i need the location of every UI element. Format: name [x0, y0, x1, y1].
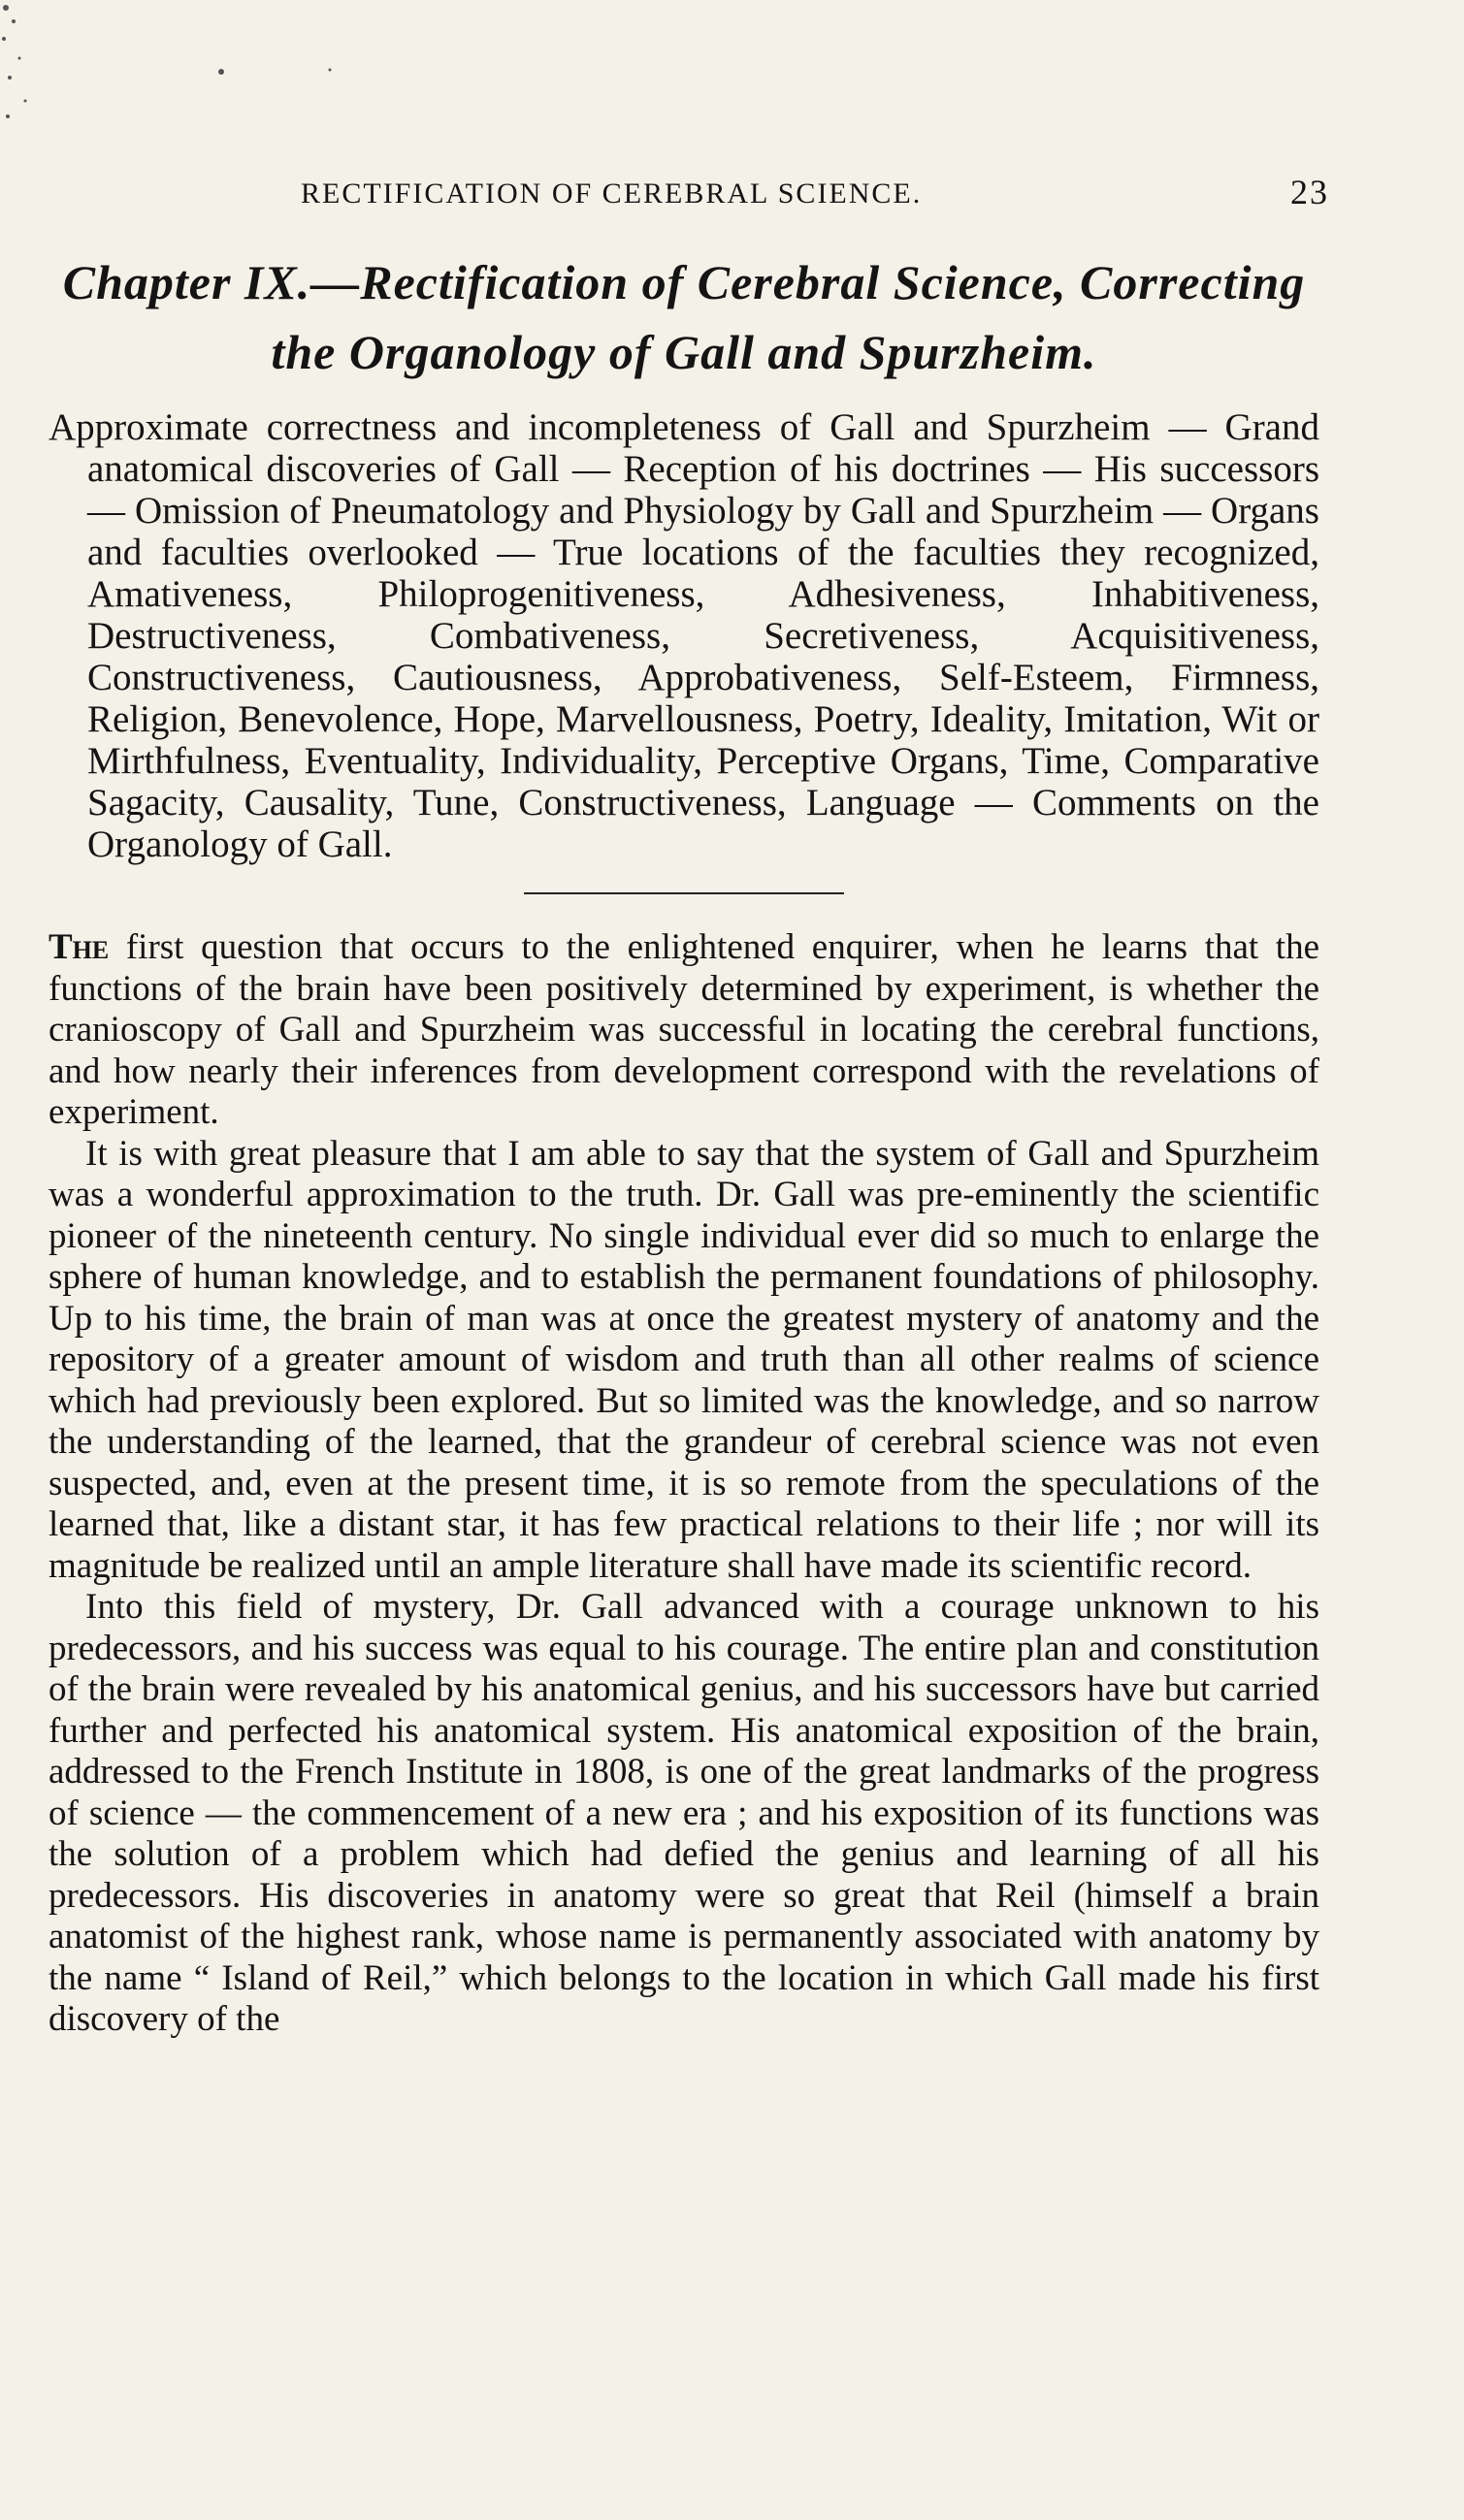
chapter-title: Chapter IX.—Rectification of Cerebral Science, Correcting the Organology of Gall and Spurzheim.	[62, 255, 1306, 379]
paragraph-1-lead-word: The	[49, 927, 110, 967]
book-page	[49, 160, 1329, 2041]
section-divider	[524, 892, 844, 894]
running-head-title: RECTIFICATION OF CEREBRAL SCIENCE.	[301, 178, 923, 210]
running-head	[49, 160, 1329, 218]
paragraph-1	[49, 927, 1319, 1134]
page-number: 23	[1290, 173, 1329, 211]
paragraph-1-text: first question that occurs to the enlightened enquirer, when he learns that the functions of the brain have been positively determined by experiment, is whether the cranioscopy of Gall and Spurzheim was successful in locating the cerebral functions, and how nearly their inferences from development correspond with the revelations of experiment.	[49, 927, 1319, 1132]
paragraph-2: It is with great pleasure that I am able to say that the system of Gall and Spurzheim was a wonderful approximation to the truth. Dr. Gall was pre-eminently the scientific pioneer of the nineteenth century. No single individual ever did so much to enlarge the sphere of human knowledge, and to establish the permanent foundations of philosophy. Up to his time, the brain of man was at once the greatest mystery of anatomy and the repository of a greater amount of wisdom and truth than all other realms of science which had previously been explored. But so limited was the knowledge, and so narrow the understanding of the learned, that the grandeur of cerebral science was not even suspected, and, even at the present time, it is so remote from the speculations of the learned that, like a distant star, it has few practical relations to their life ; nor will its magnitude be realized until an ample literature shall have made its scientific record.	[49, 1133, 1319, 1586]
paragraph-3: Into this field of mystery, Dr. Gall advanced with a courage unknown to his predecessors, and his success was equal to his courage. The entire plan and constitution of the brain were revealed by his anatomical genius, and his successors have but carried further and perfected his anatomical system. His anatomical exposition of the brain, addressed to the French Institute in 1808, is one of the great landmarks of the progress of science — the commencement of a new era ; and his exposition of its functions was the solution of a problem which had defied the genius and learning of all his predecessors. His discoveries in anatomy were so great that Reil (himself a brain anatomist of the highest rank, whose name is permanently associated with anatomy by the name “ Island of Reil,” which belongs to the location in which Gall made his first discovery of the	[49, 1587, 1319, 2039]
chapter-synopsis: Approximate correctness and incompleteness of Gall and Spurzheim — Grand anatomical discoveries of Gall — Reception of his doctrines — His successors — Omission of Pneumatology and Physiology by Gall and Spurzheim — Organs and faculties overlooked — True locations of the faculties they recognized, Amativeness, Philoprogenitiveness, Adhesiveness, Inhabitiveness, Destructiveness, Combativeness, Secretiveness, Acquisitiveness, Constructiveness, Cautiousness, Approbativeness, Self-Esteem, Firmness, Religion, Benevolence, Hope, Marvellousness, Poetry, Ideality, Imitation, Wit or Mirthfulness, Eventuality, Individuality, Perceptive Organs, Time, Comparative Sagacity, Causality, Tune, Constructiveness, Language — Comments on the Organology of Gall.	[49, 406, 1319, 865]
